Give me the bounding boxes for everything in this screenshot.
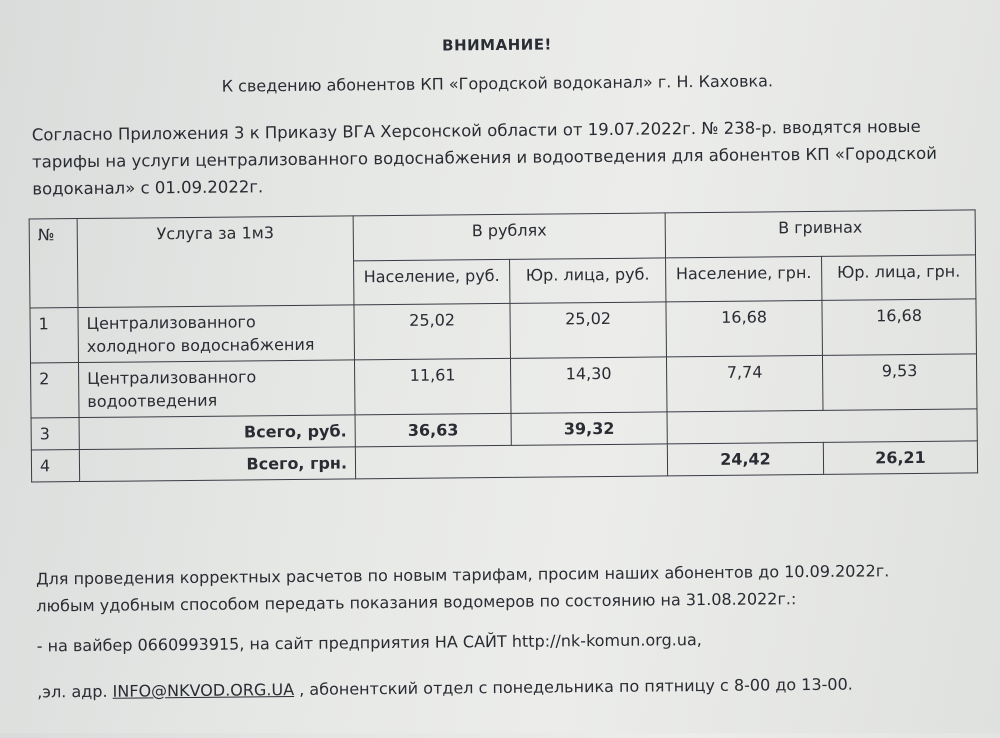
email-link[interactable]: INFO@NKVOD.ORG.UA [112,679,295,701]
row-no: 3 [31,418,79,450]
header-uah-group: В гривнах [665,210,975,257]
header-no: № [29,219,78,308]
row-legal-rub: 14,30 [510,357,667,413]
email-prefix: ,эл. адр. [37,681,108,702]
row-service: Централизованного холодного водоснабжения [78,305,355,363]
footer-line: Для проведения корректных расчетов по новым тарифам, просим наших абонентов до 10.09.2022г. [35,561,890,589]
row-service: Централизованного водоотведения [79,360,356,418]
intro-line: Согласно Приложения 3 к Приказу ВГА Херсонской области от 19.07.2022г. № 238-р. вводятся новые [31,116,921,145]
total-uah-label: Всего, грн. [79,447,355,482]
total-legal-uah: 26,21 [823,441,977,474]
footer-email-line [37,673,977,701]
row-legal-rub: 25,02 [510,302,667,358]
header-rub-group: В рублях [353,213,665,260]
footer-contacts: - на вайбер 0660993915, на сайт предприятия НА САЙТ http://nk-komun.org.ua, [36,630,702,656]
row-no: 2 [31,363,80,418]
header-pop-uah: Население, грн. [666,256,822,302]
header-legal-rub: Юр. лица, руб. [510,257,666,303]
footer-line: любым удобным способом передать показания водомеров по состоянию на 31.08.2022г.: [36,589,797,616]
notice-title: ВНИМАНИЕ! [442,35,552,55]
total-rub-label: Всего, руб. [79,415,355,450]
header-pop-rub: Население, руб. [354,259,510,305]
total-legal-rub: 39,32 [511,412,667,445]
row-no: 4 [31,450,79,482]
row-pop-rub: 11,61 [354,358,511,414]
office-hours: , абонентский отдел с понедельника по пятницу с 8-00 до 13-00. [293,674,853,699]
intro-line: водоканал» с 01.09.2022г. [32,177,264,199]
row-pop-uah: 16,68 [666,300,823,356]
header-service: Услуга за 1м3 [77,216,354,308]
header-legal-uah: Юр. лица, грн. [822,254,976,300]
row-pop-uah: 7,74 [666,355,823,411]
notice-subtitle: К сведению абонентов КП «Городской водоканал» г. Н. Каховка. [221,71,774,96]
total-pop-rub: 36,63 [355,413,511,446]
row-legal-uah: 9,53 [822,354,977,410]
intro-paragraph [32,113,963,203]
total-pop-uah: 24,42 [667,442,823,475]
tariff-table [29,209,978,482]
table-row [30,299,976,363]
row-legal-uah: 16,68 [822,299,977,355]
total-rub-empty [667,409,977,444]
table-row [31,354,977,418]
intro-line: тарифы на услуги централизованного водоснабжения и водоотведения для абонентов КП «Городской [31,143,938,172]
total-uah-empty [355,444,667,479]
row-pop-rub: 25,02 [354,303,511,359]
row-no: 1 [30,308,79,363]
